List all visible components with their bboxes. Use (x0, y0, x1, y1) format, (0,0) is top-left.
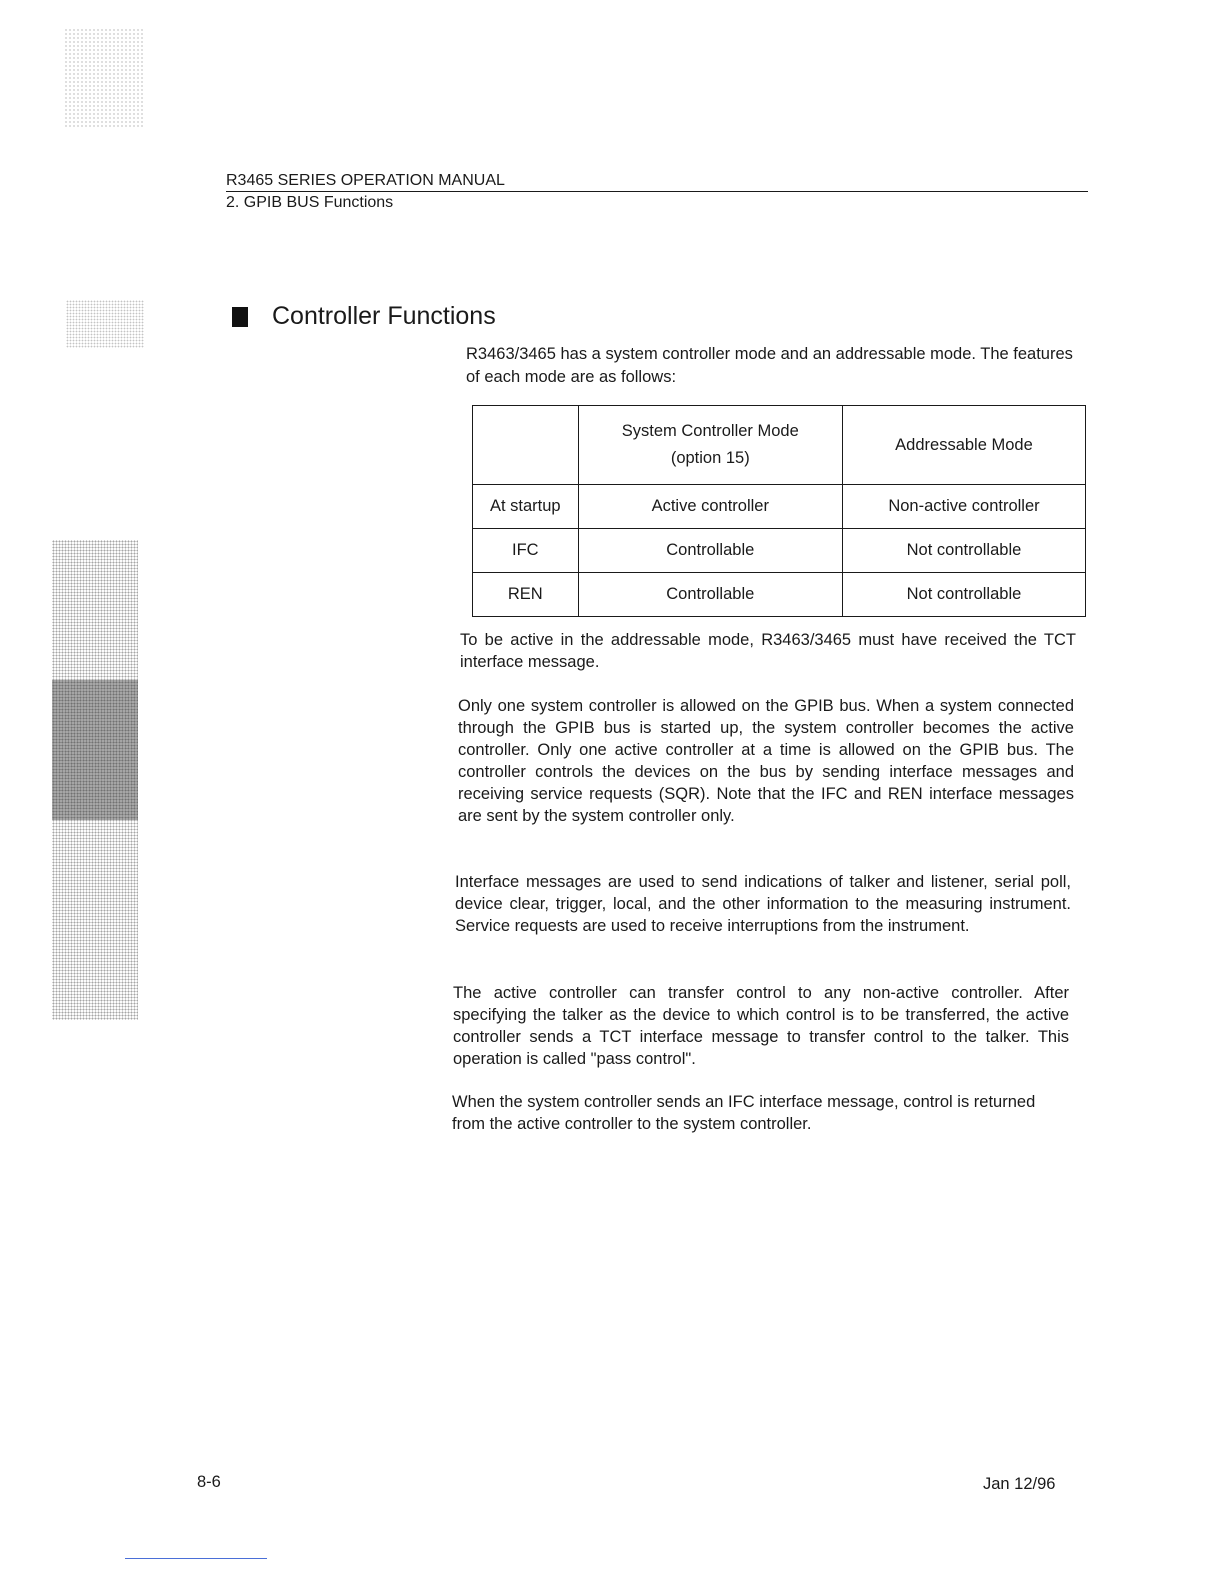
scan-noise-dense (52, 680, 138, 820)
section-heading (232, 302, 496, 331)
row-addressable-value: Non-active controller (842, 485, 1085, 529)
page-date: Jan 12/96 (983, 1475, 1056, 1493)
scan-noise-middle (66, 300, 144, 348)
bottom-rule (125, 1558, 267, 1559)
table-header-row (473, 406, 1086, 485)
page-number: 8-6 (197, 1473, 221, 1491)
system-mode-note: (option 15) (670, 449, 750, 467)
section-title: Controller Functions (272, 302, 496, 330)
paragraph-interface-messages: Interface messages are used to send indications of talker and listener, serial poll, device clear, trigger, local, and the other information to the measuring instrument. Service requests are used to receive interruptions from the instrument. (455, 873, 1071, 935)
paragraph-pass-control: The active controller can transfer control to any non-active controller. After specifying the talker as the device to which control is to be transferred, the active controller sends a TCT interface message to transfer control to the talker. This operation is called "pass control". (453, 984, 1069, 1068)
paragraph-ifc: When the system controller sends an IFC interface message, control is returned from the active controller to the system controller. (452, 1093, 1036, 1133)
table-row (473, 529, 1086, 573)
manual-title: R3465 SERIES OPERATION MANUAL (226, 171, 1088, 192)
table-row (473, 573, 1086, 617)
paragraph-tct: To be active in the addressable mode, R3463/3465 must have received the TCT interface message. (460, 631, 1076, 671)
square-bullet-icon (232, 307, 248, 327)
row-label: At startup (473, 485, 579, 529)
table-header-addressable-mode: Addressable Mode (842, 406, 1085, 485)
row-system-value: Active controller (578, 485, 842, 529)
row-label: IFC (473, 529, 579, 573)
scan-noise-top (64, 28, 144, 128)
row-system-value: Controllable (578, 529, 842, 573)
table-header-system-mode (578, 406, 842, 485)
row-label: REN (473, 573, 579, 617)
chapter-title: 2. GPIB BUS Functions (226, 194, 394, 211)
page-header (226, 171, 1088, 214)
row-addressable-value: Not controllable (842, 529, 1085, 573)
table-header-empty (473, 406, 579, 485)
paragraph-system-controller: Only one system controller is allowed on the GPIB bus. When a system connected through the GPIB bus is started up, the system controller becomes the active controller. Only one active controller at a time is allowed on the GPIB bus. The controller controls the devices on the bus by sending interface messages and receiving service requests (SQR). Note that the IFC and REN interface messages are sent by the system controller only. (458, 697, 1074, 825)
modes-table (472, 405, 1086, 617)
row-addressable-value: Not controllable (842, 573, 1085, 617)
row-system-value: Controllable (578, 573, 842, 617)
intro-paragraph: R3463/3465 has a system controller mode and an addressable mode. The features of each mode are as follows: (466, 345, 1073, 386)
table-row (473, 485, 1086, 529)
system-mode-label: System Controller Mode (621, 422, 799, 440)
